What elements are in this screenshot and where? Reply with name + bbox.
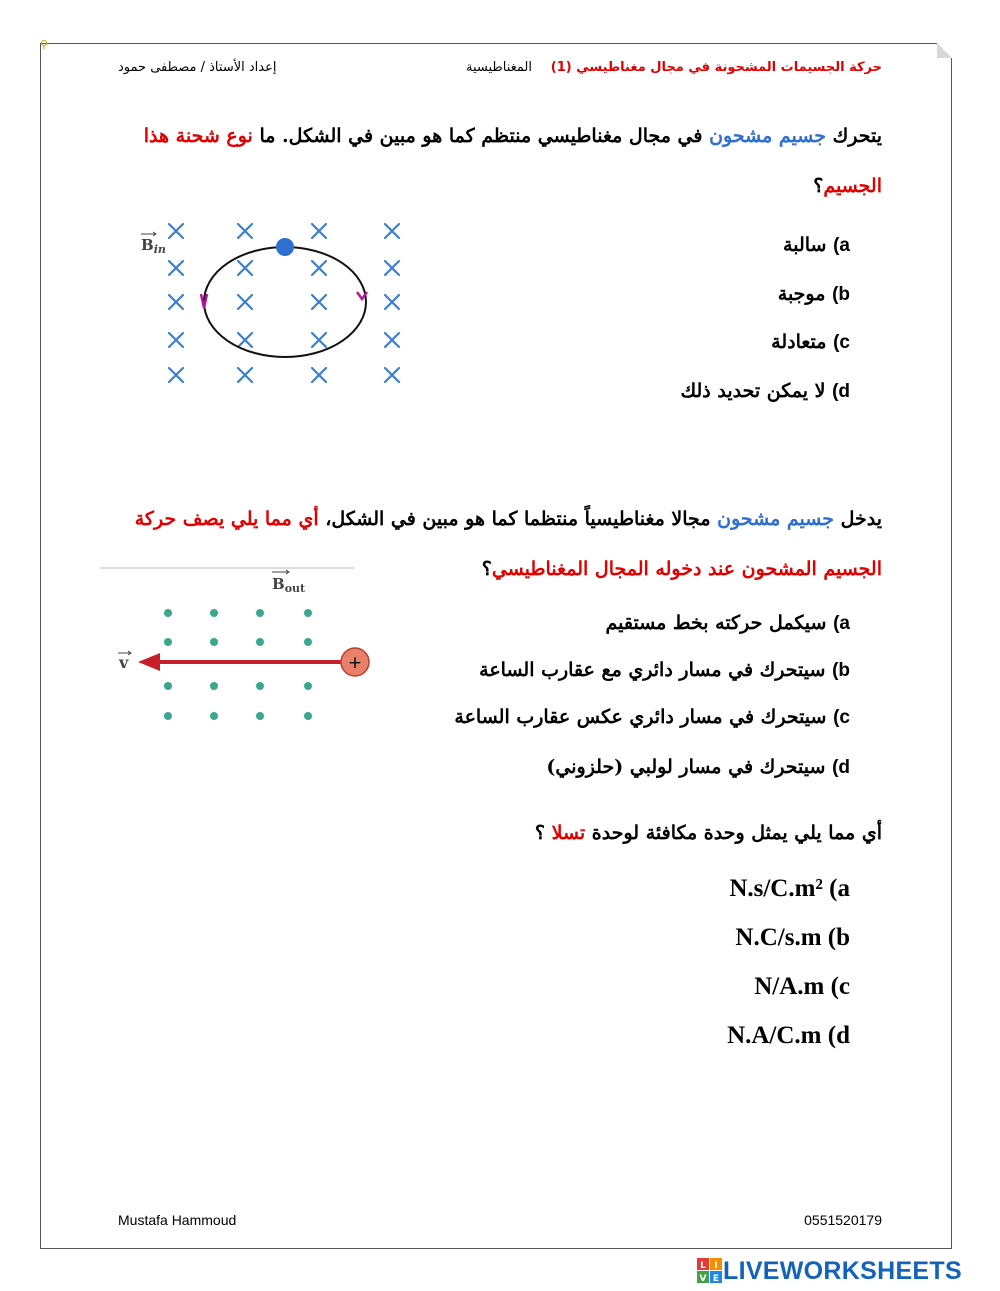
liveworksheets-logo[interactable] bbox=[697, 1258, 962, 1284]
velocity-label: v bbox=[119, 653, 129, 672]
author-label: إعداد الأستاذ / مصطفى حمود bbox=[118, 60, 277, 75]
charged-particle bbox=[276, 238, 294, 256]
svg-text:E: E bbox=[712, 1274, 720, 1284]
question-3-text: أي مما يلي يمثل وحدة مكافئة لوحدة تسلا ؟ bbox=[534, 822, 882, 844]
worksheet-title: حركة الجسيمات المشحونة في مجال مغناطيسي (1) bbox=[550, 60, 882, 75]
q1-option-a[interactable]: a) سالبة bbox=[783, 234, 850, 256]
footer-phone: 0551520179 bbox=[804, 1212, 882, 1228]
q2-option-d[interactable]: d) سيتحرك في مسار لولبي (حلزوني) bbox=[546, 756, 850, 778]
q2-option-c[interactable]: c) سيتحرك في مسار دائري عكس عقارب الساعة bbox=[454, 706, 850, 728]
page-fold-corner bbox=[937, 43, 952, 58]
liveworksheets-badge-icon bbox=[697, 1258, 723, 1284]
subject-label: المغناطيسية bbox=[466, 60, 533, 75]
q2-option-a[interactable]: a) سيكمل حركته بخط مستقيم bbox=[605, 612, 850, 634]
q2-option-b[interactable]: b) سيتحرك في مسار دائري مع عقارب الساعة bbox=[479, 659, 850, 681]
q3-option-b[interactable]: N.C/s.m (b bbox=[735, 924, 850, 951]
field-label-b-in: $B_{in}$ bbox=[141, 236, 166, 256]
q3-option-a[interactable]: N.s/C.m² (a bbox=[729, 875, 850, 902]
q1-option-d[interactable]: d) لا يمكن تحديد ذلك bbox=[680, 380, 850, 402]
circular-path bbox=[204, 247, 366, 357]
footer-name: Mustafa Hammoud bbox=[118, 1212, 237, 1228]
svg-text:I: I bbox=[714, 1261, 718, 1271]
liveworksheets-wordmark: LIVEWORKSHEETS bbox=[723, 1256, 962, 1285]
q3-option-d[interactable]: N.A/C.m (d bbox=[727, 1022, 850, 1049]
field-dots bbox=[164, 609, 312, 720]
svg-text:L: L bbox=[700, 1261, 706, 1271]
q3-option-c[interactable]: N/A.m (c bbox=[754, 973, 850, 1000]
pin-icon: ⚲ bbox=[40, 38, 49, 51]
svg-text:V: V bbox=[699, 1274, 707, 1284]
question-2-text: يدخل جسيم مشحون مجالا مغناطيسياً منتظما كما هو مبين في الشكل، أي مما يلي يصف حركة الجسيم المشحون عند دخوله المجال المغناطيسي؟ bbox=[134, 508, 882, 580]
question-1-text: يتحرك جسيم مشحون في مجال مغناطيسي منتظم كما هو مبين في الشكل. ما نوع شحنة هذا الجسيم؟ bbox=[143, 125, 882, 197]
q1-option-b[interactable]: b) موجبة bbox=[777, 283, 850, 305]
q2-figure-magnetic-field-out bbox=[98, 562, 388, 732]
q1-figure-magnetic-field-in bbox=[135, 212, 425, 392]
svg-text:+: + bbox=[347, 653, 363, 673]
q1-option-c[interactable]: c) متعادلة bbox=[771, 331, 850, 353]
field-label-b-out: $B_{out}$ bbox=[272, 575, 306, 595]
